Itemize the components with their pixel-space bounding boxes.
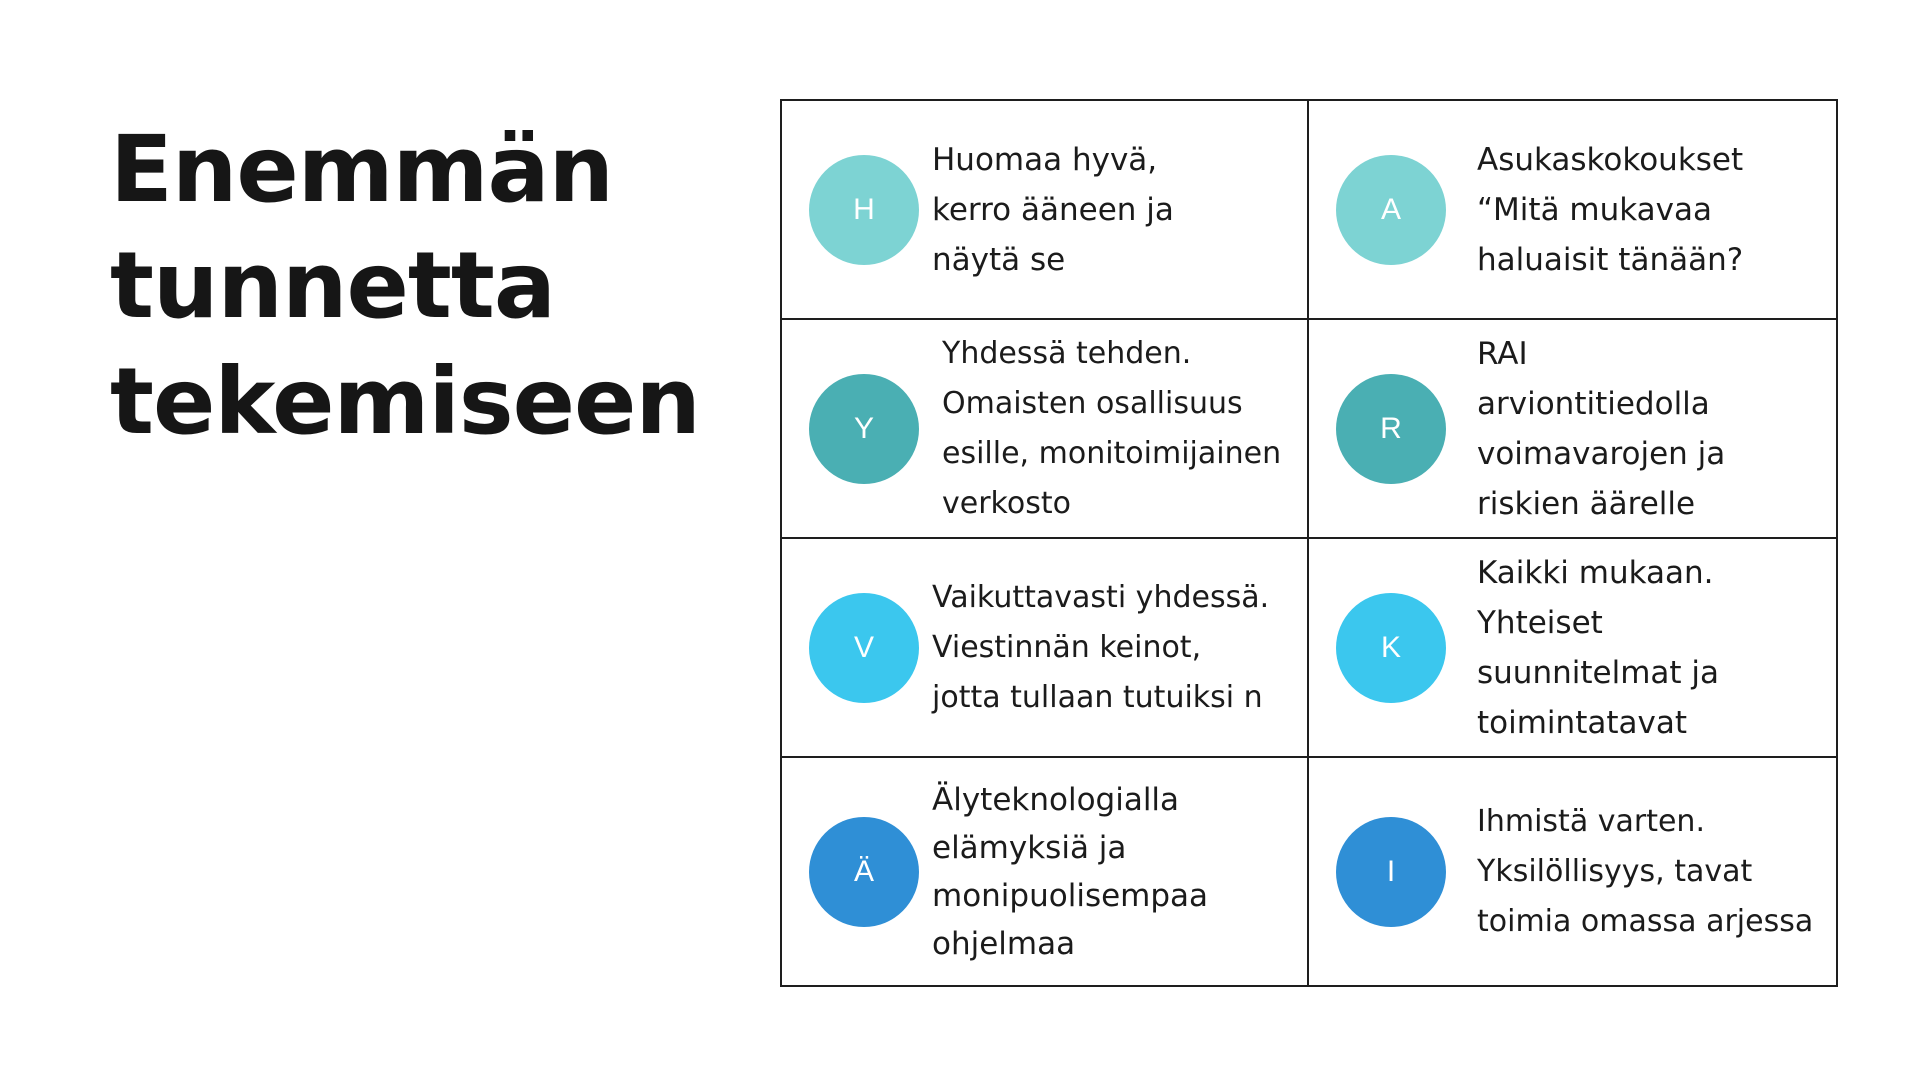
cell-i-line-2: Yksilöllisyys, tavat (1477, 853, 1753, 889)
cell-y-text (942, 329, 1281, 529)
cell-k (1309, 539, 1836, 758)
cell-k-line-3: suunnitelmat ja (1477, 654, 1720, 691)
cell-y (782, 320, 1309, 539)
cell-r-line-3: voimavarojen ja (1477, 435, 1726, 472)
letter-circle-k: K (1336, 593, 1446, 703)
cell-a (1309, 101, 1836, 320)
cell-i-line-3: toimia omassa arjessa (1477, 903, 1814, 939)
cell-r-line-4: riskien äärelle (1477, 485, 1696, 522)
cell-k-line-2: Yhteiset (1477, 604, 1603, 641)
letter-circle-a: A (1336, 155, 1446, 265)
letter-circle-r: R (1336, 374, 1446, 484)
letter-circle-ae: Ä (809, 817, 919, 927)
cell-h-line-2: kerro ääneen ja (932, 191, 1174, 228)
letter-circle-v: V (809, 593, 919, 703)
cell-ae-line-2: elämyksiä ja (932, 829, 1127, 866)
cell-a-line-3: haluaisit tänään? (1477, 241, 1744, 278)
letter-circle-y: Y (809, 374, 919, 484)
cell-ae (782, 758, 1309, 985)
title-line-2: tunnetta (110, 232, 555, 339)
letter-circle-h: H (809, 155, 919, 265)
cell-y-line-1: Yhdessä tehden. (942, 335, 1192, 371)
cell-h-line-3: näytä se (932, 241, 1066, 278)
letter-circle-i: I (1336, 817, 1446, 927)
page-title (110, 112, 750, 460)
cell-v-text (932, 573, 1269, 723)
title-line-3: tekemiseen (110, 348, 700, 455)
cell-i-text (1477, 797, 1813, 947)
cell-h (782, 101, 1309, 320)
cell-k-line-1: Kaikki mukaan. (1477, 554, 1714, 591)
havainto-table (780, 99, 1838, 987)
cell-y-line-3: esille, monitoimijainen (942, 435, 1282, 471)
cell-r-line-2: arviontitiedolla (1477, 385, 1710, 422)
cell-k-line-4: toimintatavat (1477, 704, 1687, 741)
cell-v-line-3: jotta tullaan tutuiksi n (932, 679, 1263, 715)
cell-r (1309, 320, 1836, 539)
cell-ae-line-3: monipuolisempaa (932, 877, 1209, 914)
cell-y-line-2: Omaisten osallisuus (942, 385, 1243, 421)
cell-i-line-1: Ihmistä varten. (1477, 803, 1705, 839)
cell-ae-line-4: ohjelmaa (932, 925, 1076, 962)
cell-v-line-2: Viestinnän keinot, (932, 629, 1202, 665)
cell-ae-line-1: Älyteknologialla (932, 781, 1180, 818)
cell-r-line-1: RAI (1477, 335, 1528, 372)
cell-k-text (1477, 548, 1719, 748)
cell-v-line-1: Vaikuttavasti yhdessä. (932, 579, 1270, 615)
cell-a-line-1: Asukaskokoukset (1477, 141, 1744, 178)
cell-a-text (1477, 135, 1743, 285)
cell-ae-text (932, 776, 1208, 968)
title-line-1: Enemmän (110, 116, 614, 223)
cell-r-text (1477, 329, 1725, 529)
cell-i (1309, 758, 1836, 985)
cell-y-line-4: verkosto (942, 485, 1071, 521)
cell-h-line-1: Huomaa hyvä, (932, 141, 1158, 178)
cell-a-line-2: “Mitä mukavaa (1477, 191, 1713, 228)
cell-h-text (932, 135, 1174, 285)
cell-v (782, 539, 1309, 758)
